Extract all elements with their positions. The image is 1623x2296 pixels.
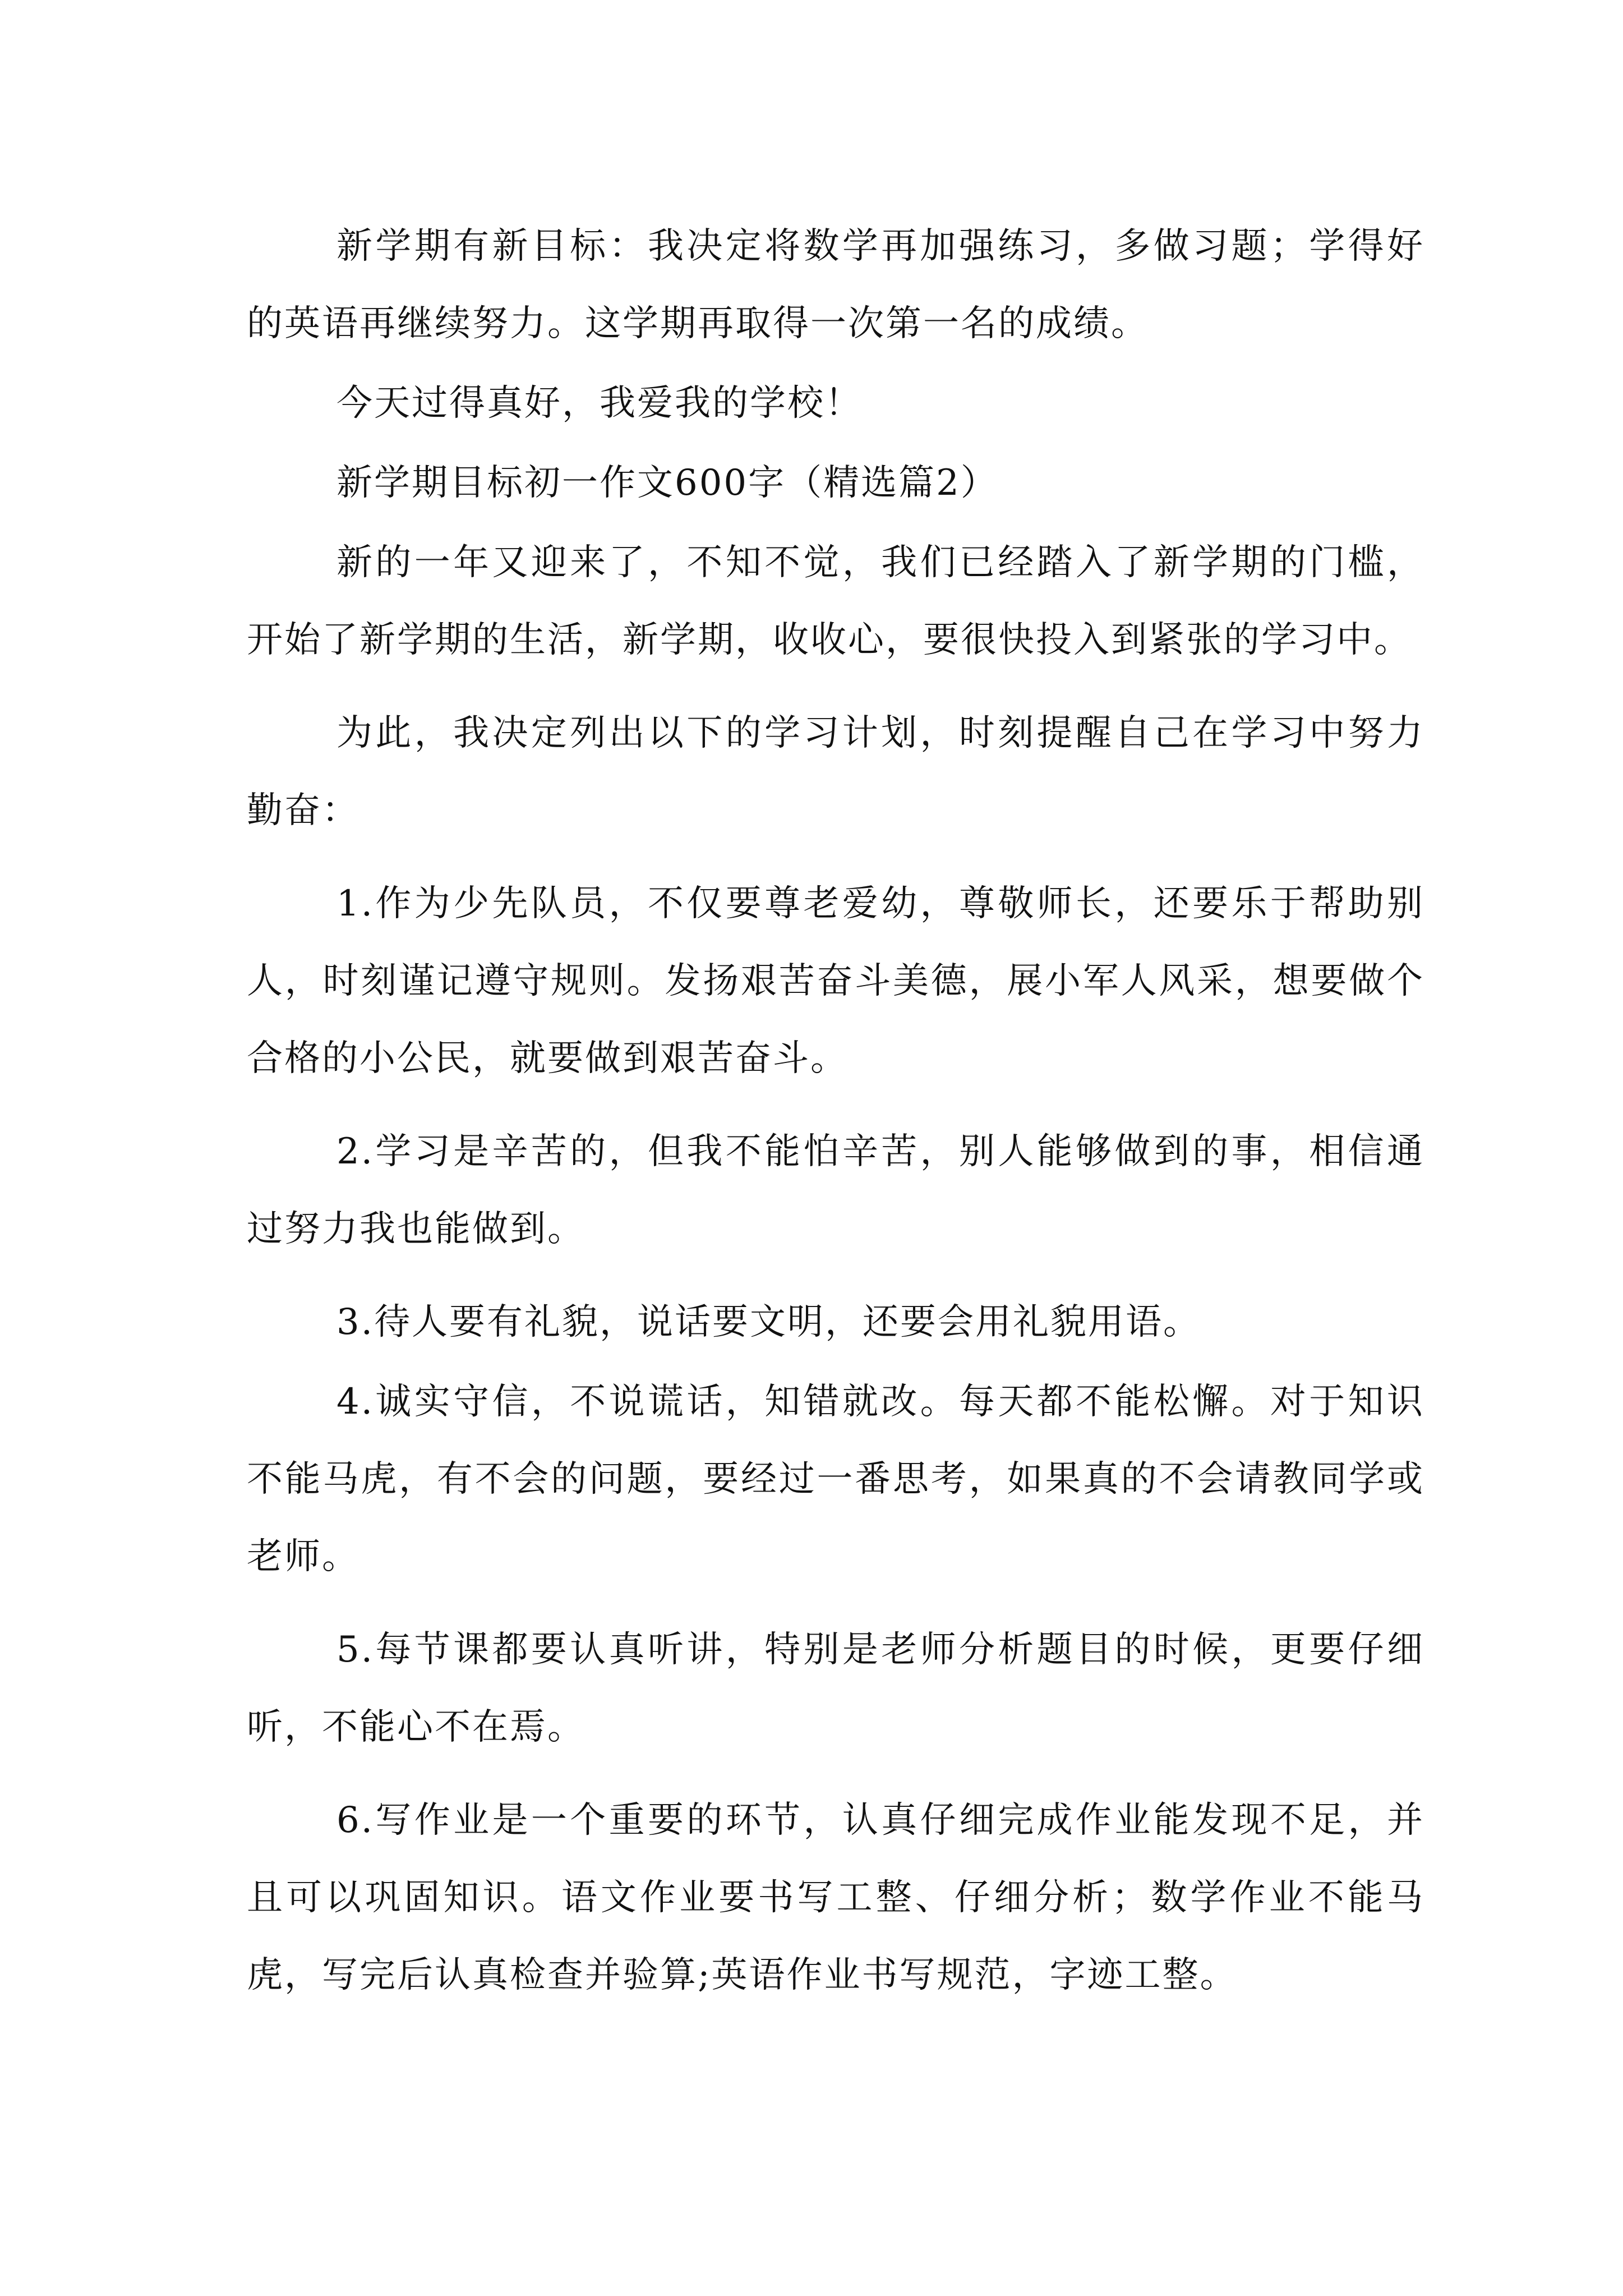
document-body [247, 208, 1424, 2014]
section-title: 新学期目标初一作文600字（精选篇2） [336, 462, 998, 504]
plan-item-2: 2.学习是辛苦的，但我不能怕辛苦，别人能够做到的事，相信通过努力我也能做到。 [247, 1131, 1424, 1250]
paragraph-plan-intro: 为此，我决定列出以下的学习计划，时刻提醒自己在学习中努力勤奋： [247, 712, 1424, 831]
paragraph-new-goals: 新学期有新目标：我决定将数学再加强练习，多做习题；学得好的英语再继续努力。这学期再取得一次第一名的成绩。 [247, 226, 1424, 344]
paragraph-good-day: 今天过得真好，我爱我的学校！ [336, 383, 863, 424]
plan-item-6: 6.写作业是一个重要的环节，认真仔细完成作业能发现不足，并且可以巩固知识。语文作业要书写工整、仔细分析；数学作业不能马虎，写完后认真检查并验算;英语作业书写规范，字迹工整。 [247, 1800, 1424, 1996]
plan-item-3: 3.待人要有礼貌，说话要文明，还要会用礼貌用语。 [336, 1301, 1201, 1343]
plan-item-4: 4.诚实守信，不说谎话，知错就改。每天都不能松懈。对于知识不能马虎，有不会的问题，要经过一番思考，如果真的不会请教同学或老师。 [247, 1381, 1424, 1577]
plan-item-5: 5.每节课都要认真听讲，特别是老师分析题目的时候，更要仔细听，不能心不在焉。 [247, 1629, 1424, 1748]
plan-item-1: 1.作为少先队员，不仅要尊老爱幼，尊敬师长，还要乐于帮助别人，时刻谨记遵守规则。发扬艰苦奋斗美德，展小军人风采，想要做个合格的小公民，就要做到艰苦奋斗。 [247, 883, 1424, 1079]
paragraph-new-year: 新的一年又迎来了，不知不觉，我们已经踏入了新学期的门槛，开始了新学期的生活，新学期，收收心，要很快投入到紧张的学习中。 [247, 542, 1424, 661]
